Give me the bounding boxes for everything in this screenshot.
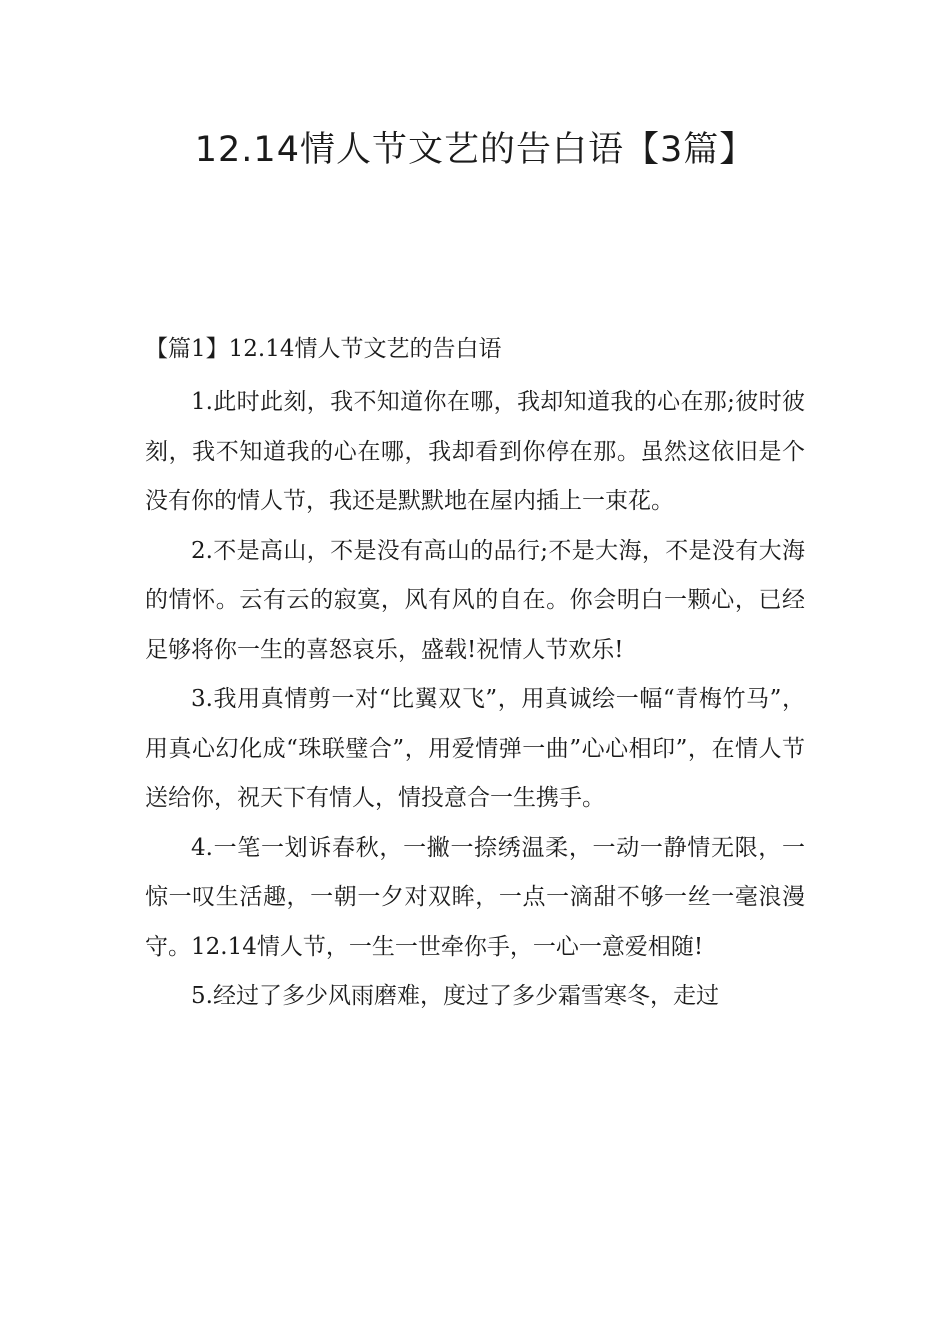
paragraph-2: 2.不是高山，不是没有高山的品行;不是大海，不是没有大海的情怀。云有云的寂寞，风有风的自在。你会明白一颗心，已经足够将你一生的喜怒哀乐，盛载!祝情人节欢乐! xyxy=(145,537,805,663)
paragraph-5: 5.经过了多少风雨磨难，度过了多少霜雪寒冬，走过 xyxy=(191,983,719,1009)
paragraph-3: 3.我用真情剪一对“比翼双飞”，用真诚绘一幅“青梅竹马”，用真心幻化成“珠联璧合”，用爱情弹一曲”心心相印”，在情人节送给你，祝天下有情人，情投意合一生携手。 xyxy=(145,686,805,811)
paragraph-4: 4.一笔一划诉春秋，一撇一捺绣温柔，一动一静情无限，一惊一叹生活趣，一朝一夕对双眸，一点一滴甜不够一丝一毫浪漫守。12.14情人节，一生一世牵你手，一心一意爱相随! xyxy=(145,834,805,960)
section-heading: 【篇1】12.14情人节文艺的告白语 xyxy=(145,336,502,362)
document-body xyxy=(145,378,805,1022)
paragraph-1: 1.此时此刻，我不知道你在哪，我却知道我的心在那;彼时彼刻，我不知道我的心在哪，我却看到你停在那。虽然这依旧是个没有你的情人节，我还是默默地在屋内插上一束花。 xyxy=(145,389,805,514)
document-title: 12.14情人节文艺的告白语【3篇】 xyxy=(194,130,756,170)
